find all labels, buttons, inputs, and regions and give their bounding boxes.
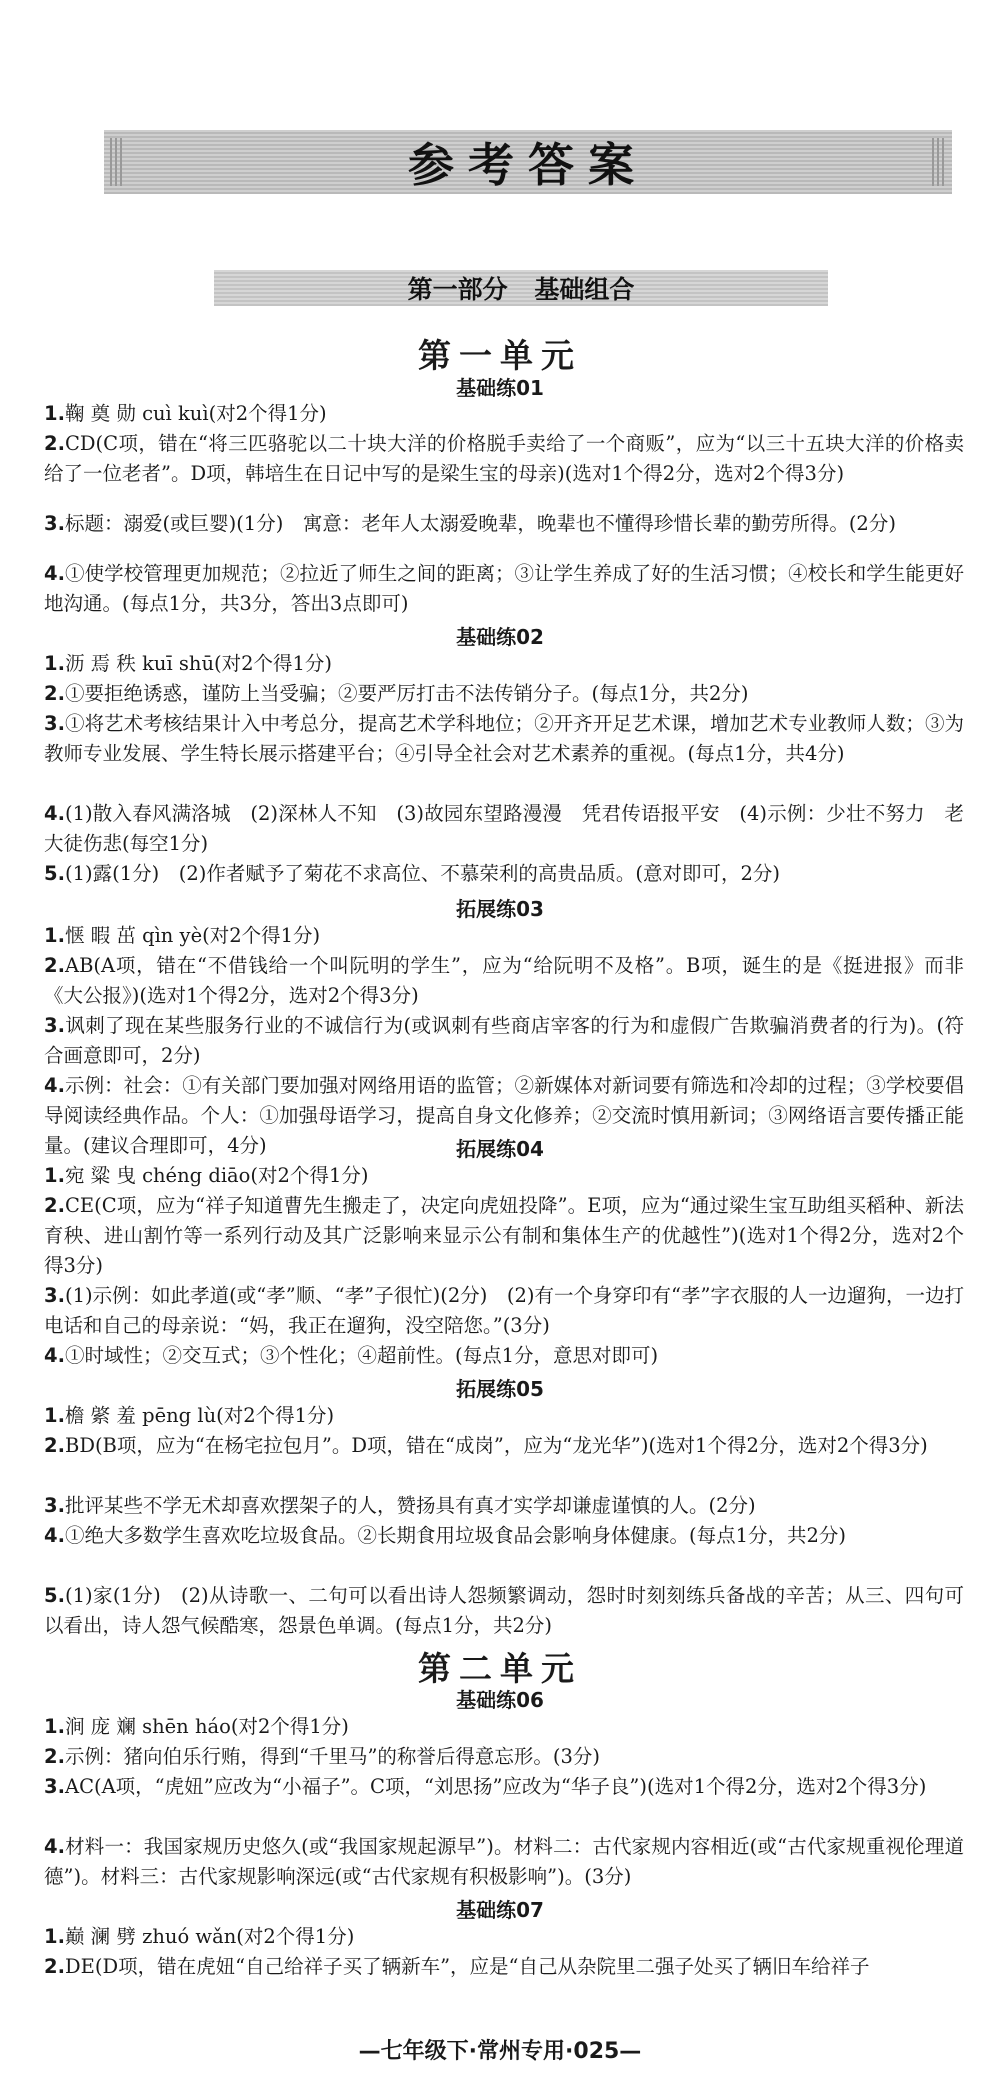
item-text: 沥 焉 秩 kuī shū(对2个得1分)	[64, 652, 333, 675]
unit-title: 第一单元	[418, 336, 582, 375]
item-number: 3.	[44, 712, 65, 735]
section-title: 拓展练04	[456, 1137, 544, 1161]
item-text: 标题：溺爱(或巨婴)(1分) 寓意：老年人太溺爱晚辈，晚辈也不懂得珍惜长辈的勤劳所得。(2分)	[64, 512, 896, 535]
item-number: 3.	[44, 1014, 65, 1037]
item-text: 涧 庞 斓 shēn háo(对2个得1分)	[64, 1715, 349, 1738]
item-text: (1)示例：如此孝道(或“孝”顺、“孝”子很忙)(2分) (2)有一个身穿印有“孝”字衣服的人一边遛狗，一边打电话和自己的母亲说：“妈，我正在遛狗，没空陪您。”(3分)	[44, 1284, 964, 1337]
item-text: 巅 澜 劈 zhuó wǎn(对2个得1分)	[64, 1925, 355, 1948]
item-text: (1)散入春风满洛城 (2)深林人不知 (3)故园东望路漫漫 凭君传语报平安 (4)示例：少壮不努力 老大徒伤悲(每空1分)	[44, 802, 964, 855]
item-text: CE(C项，应为“祥子知道曹先生搬走了，决定向虎妞投降”。E项，应为“通过梁生宝互助组买稻种、新法育秧、进山割竹等一系列行动及其广泛影响来显示公有制和集体生产的优越性”)(选对1个得2分，选对2个得3分)	[44, 1194, 964, 1277]
item-number: 1.	[44, 1404, 65, 1427]
item-number: 1.	[44, 1715, 65, 1738]
answer-item	[44, 559, 964, 619]
main-title-banner	[104, 130, 952, 194]
answer-item	[44, 1191, 964, 1281]
answer-item	[44, 799, 964, 859]
item-text: ①时域性；②交互式；③个性化；④超前性。(每点1分，意思对即可)	[64, 1344, 659, 1367]
item-number: 3.	[44, 512, 65, 535]
section-title: 基础练07	[456, 1898, 544, 1922]
item-number: 4.	[44, 562, 65, 585]
item-number: 4.	[44, 1344, 65, 1367]
answer-item	[44, 709, 964, 769]
answer-item	[44, 859, 964, 889]
item-text: 材料一：我国家规历史悠久(或“我国家规起源早”)。材料二：古代家规内容相近(或“古代家规重视伦理道德”)。材料三：古代家规影响深远(或“古代家规有积极影响”)。(3分)	[44, 1835, 964, 1888]
item-text: DE(D项，错在虎妞“自己给祥子买了辆新车”，应是“自己从杂院里二强子处买了辆旧车给祥子	[64, 1955, 870, 1978]
item-number: 1.	[44, 1164, 65, 1187]
section-title: 拓展练03	[456, 897, 544, 921]
answer-item	[44, 1491, 964, 1521]
item-text: 惬 暇 茁 qìn yè(对2个得1分)	[64, 924, 321, 947]
item-number: 2.	[44, 954, 65, 977]
item-text: ①使学校管理更加规范；②拉近了师生之间的距离；③让学生养成了好的生活习惯；④校长和学生能更好地沟通。(每点1分，共3分，答出3点即可)	[44, 562, 964, 615]
item-text: 讽刺了现在某些服务行业的不诚信行为(或讽刺有些商店宰客的行为和虚假广告欺骗消费者的行为)。(符合画意即可，2分)	[44, 1014, 964, 1067]
item-text: 鞠 奠 勋 cuì kuì(对2个得1分)	[64, 402, 327, 425]
item-number: 4.	[44, 802, 65, 825]
item-text: (1)露(1分) (2)作者赋予了菊花不求高位、不慕荣利的高贵品质。(意对即可，2分)	[64, 862, 780, 885]
answer-item	[44, 649, 964, 679]
page-footer: —七年级下·常州专用·025—	[358, 2039, 642, 2064]
item-text: 示例：猪向伯乐行贿，得到“千里马”的称誉后得意忘形。(3分)	[64, 1745, 601, 1768]
item-text: 示例：社会：①有关部门要加强对网络用语的监管；②新媒体对新词要有筛选和冷却的过程；③学校要倡导阅读经典作品。个人：①加强母语学习，提高自身文化修养；②交流时慎用新词；③网络语言要传播正能量。(建议合理即可，4分)	[44, 1074, 964, 1157]
answer-item	[44, 1341, 964, 1371]
section-title: 拓展练05	[456, 1377, 544, 1401]
item-number: 2.	[44, 1955, 65, 1978]
item-number: 4.	[44, 1835, 65, 1858]
item-text: BD(B项，应为“在杨宅拉包月”。D项，错在“成岗”，应为“龙光华”)(选对1个得2分，选对2个得3分)	[64, 1434, 928, 1457]
answer-item	[44, 1521, 964, 1551]
unit-title: 第二单元	[418, 1649, 582, 1688]
answer-item	[44, 679, 964, 709]
item-text: 批评某些不学无术却喜欢摆架子的人，赞扬具有真才实学却谦虚谨慎的人。(2分)	[64, 1494, 756, 1517]
answer-item	[44, 1161, 964, 1191]
answer-item	[44, 1922, 964, 1952]
answer-item	[44, 921, 964, 951]
item-number: 2.	[44, 1434, 65, 1457]
answer-item	[44, 1011, 964, 1071]
item-number: 1.	[44, 924, 65, 947]
item-text: ①绝大多数学生喜欢吃垃圾食品。②长期食用垃圾食品会影响身体健康。(每点1分，共2分)	[64, 1524, 847, 1547]
item-number: 1.	[44, 1925, 65, 1948]
answer-item	[44, 399, 964, 429]
item-text: 宛 粱 曳 chéng diāo(对2个得1分)	[64, 1164, 369, 1187]
item-number: 3.	[44, 1494, 65, 1517]
item-number: 5.	[44, 1584, 65, 1607]
part-title: 第一部分 基础组合	[407, 275, 635, 304]
item-text: (1)家(1分) (2)从诗歌一、二句可以看出诗人怨频繁调动，怨时时刻刻练兵备战的辛苦；从三、四句可以看出，诗人怨气候酷寒，怨景色单调。(每点1分，共2分)	[44, 1584, 964, 1637]
item-number: 1.	[44, 652, 65, 675]
section-title: 基础练01	[456, 376, 544, 400]
part-title-banner	[214, 270, 828, 306]
item-number: 1.	[44, 402, 65, 425]
answer-item	[44, 1712, 964, 1742]
item-text: AC(A项，“虎妞”应改为“小福子”。C项，“刘思扬”应改为“华子良”)(选对1个得2分，选对2个得3分)	[64, 1775, 927, 1798]
item-text: ①要拒绝诱惑，谨防上当受骗；②要严厉打击不法传销分子。(每点1分，共2分)	[64, 682, 749, 705]
item-text: ①将艺术考核结果计入中考总分，提高艺术学科地位；②开齐开足艺术课，增加艺术专业教师人数；③为教师专业发展、学生特长展示搭建平台；④引导全社会对艺术素养的重视。(每点1分，共4分)	[44, 712, 964, 765]
item-number: 4.	[44, 1524, 65, 1547]
answer-item	[44, 1952, 964, 2012]
item-text: CD(C项，错在“将三匹骆驼以二十块大洋的价格脱手卖给了一个商贩”，应为“以三十五块大洋的价格卖给了一位老者”。D项，韩培生在日记中写的是梁生宝的母亲)(选对1个得2分，选对2个得3分)	[44, 432, 964, 485]
answer-item	[44, 1832, 964, 1892]
item-text: 檐 綮 羞 pēng lù(对2个得1分)	[64, 1404, 335, 1427]
item-number: 2.	[44, 1745, 65, 1768]
answer-item	[44, 1281, 964, 1341]
item-number: 2.	[44, 432, 65, 455]
answer-item	[44, 1581, 964, 1641]
item-text: AB(A项，错在“不借钱给一个叫阮明的学生”，应为“给阮明不及格”。B项，诞生的是《挺进报》而非《大公报》)(选对1个得2分，选对2个得3分)	[44, 954, 964, 1007]
answer-item	[44, 1742, 964, 1772]
answer-item	[44, 951, 964, 1011]
item-number: 2.	[44, 1194, 65, 1217]
item-number: 2.	[44, 682, 65, 705]
page-title: 参考答案	[408, 138, 648, 192]
item-number: 3.	[44, 1284, 65, 1307]
answer-item	[44, 1772, 964, 1802]
item-number: 4.	[44, 1074, 65, 1097]
answer-item	[44, 1431, 964, 1461]
section-title: 基础练06	[456, 1688, 544, 1712]
section-title: 基础练02	[456, 625, 544, 649]
item-number: 3.	[44, 1775, 65, 1798]
item-number: 5.	[44, 862, 65, 885]
answer-item	[44, 429, 964, 489]
answer-item	[44, 1401, 964, 1431]
answer-item	[44, 509, 964, 539]
